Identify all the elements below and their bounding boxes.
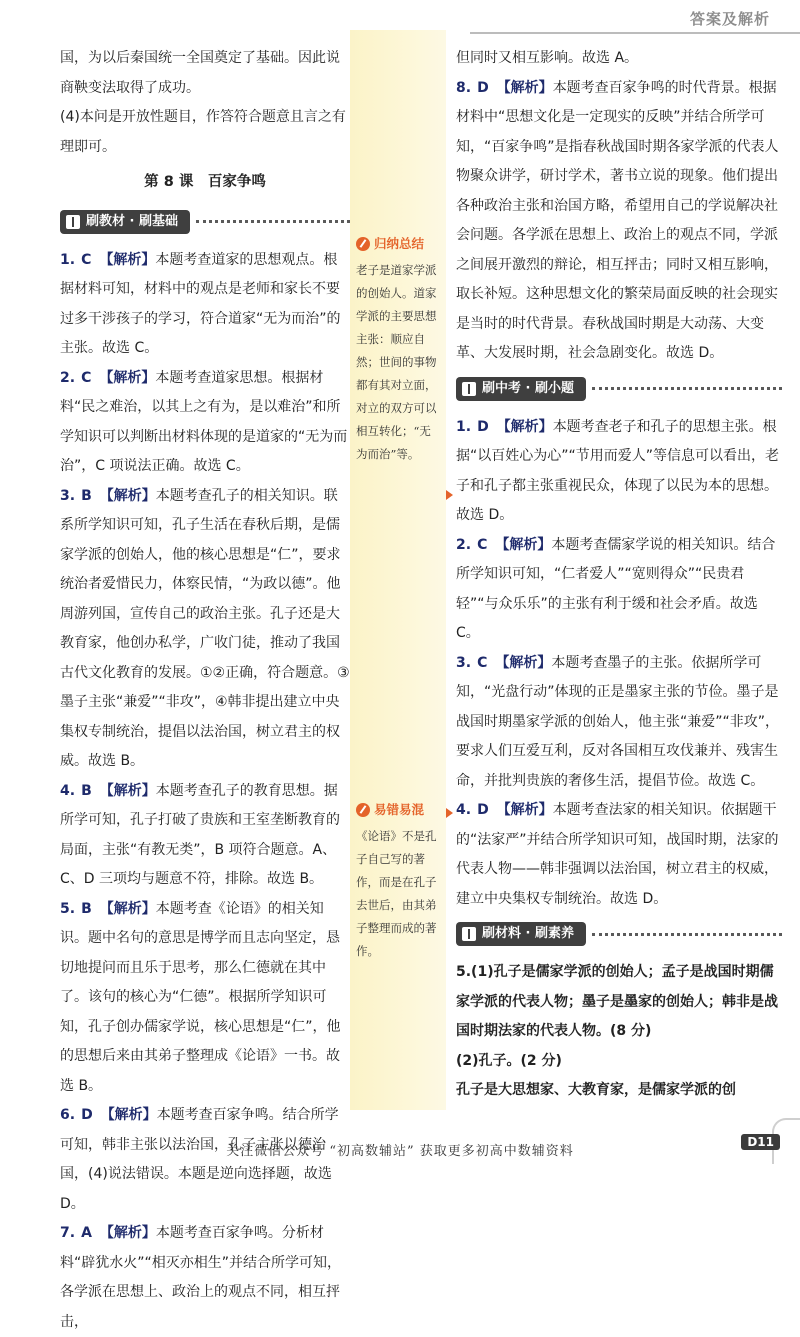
pen-icon: [356, 803, 370, 817]
item-text: 本题考查《论语》的相关知识。题中名句的意思是博学而且志向坚定，恳切地提问而且乐于思考，那么仁德就在其中了。该句的核心为“仁德”。根据所学知识可知，孔子创办儒家学说，核心思想是“仁”，他的思想后来由其弟子整理成《论语》一书。故选 B。: [60, 900, 341, 1094]
item-tag: 【解析】: [495, 536, 552, 553]
header-rule: [470, 32, 800, 34]
section-header-basic: [60, 208, 350, 236]
side-note-body: 《论语》不是孔子自己写的著作，而是在孔子去世后，由其弟子整理而成的著作。: [356, 829, 437, 958]
item-tag: 【解析】: [99, 900, 156, 917]
item-number: 4.: [60, 782, 76, 799]
section-divider: [592, 387, 782, 390]
section-header-material: [456, 920, 782, 948]
item-tag: 【解析】: [99, 782, 156, 799]
item-answer: B: [81, 782, 92, 799]
item-tag: 【解析】: [99, 1225, 156, 1241]
answer-item-3: [60, 482, 350, 777]
item-number: 3.: [456, 654, 472, 671]
item-tag: 【解析】: [495, 654, 552, 671]
side-note-pitfall: [356, 798, 442, 963]
item-answer: C: [81, 369, 92, 386]
item-answer: A: [81, 1225, 92, 1241]
item-number: 7.: [60, 1225, 76, 1241]
item-answer: D: [477, 802, 489, 818]
item-text: 本题考查孔子的相关知识。联系所学知识可知，孔子生活在春秋后期，是儒家学派的创始人，他的核心思想是“仁”，要求统治者爱惜民力，体察民情，“为政以德”。他周游列国，宣传自己的政治主张。孔子还是大教育家，他创办私学，广收门徒，推动了我国古代文化教育的发展。①②正确，符合题意。③墨子主张“兼爱”“非攻”，④韩非提出建立中央集权专制统治，提倡以法治国，树立君主的权威。故选 B。: [60, 487, 350, 769]
item-tag: 【解析】: [496, 79, 553, 96]
prev-lesson-q4: (4)本问是开放性题目，作答符合题意且言之有理即可。: [60, 109, 346, 155]
pen-icon: [356, 237, 370, 251]
side-note-summary: [356, 232, 442, 466]
exam-item-4: [456, 796, 782, 914]
section-pill: [60, 210, 190, 234]
section-pill: [456, 377, 586, 401]
item-number: 2.: [456, 536, 472, 553]
item-answer: B: [81, 900, 92, 917]
item-number: 6.: [60, 1107, 76, 1123]
item-text: 本题考查百家争鸣。分析材料“辟犹水火”“相灭亦相生”并结合所学可知，各学派在思想上、政治上的观点不同，相互抨击，: [60, 1225, 342, 1330]
item-text: 本题考查法家的相关知识。依据题干的“法家严”并结合所学知识可知，战国时期，法家的代表人物——韩非强调以法治国，树立君主的权威，建立中央集权专制统治。故选 D。: [456, 802, 779, 907]
material-answer-part3: 孔子是大思想家、大教育家，是儒家学派的创: [456, 1082, 736, 1098]
item-text: 本题考查道家的思想观点。根据材料可知，材料中的观点是老师和家长不要过多干涉孩子的学习，符合道家“无为而治”的主张。故选 C。: [60, 251, 341, 356]
section-label: 刷材料 · 刷素养: [482, 926, 574, 942]
answer-item-2: [60, 364, 350, 482]
item-tag: 【解析】: [99, 487, 156, 504]
material-answer-part2: (2)孔子。(2 分): [456, 1052, 562, 1069]
item-number: 4.: [456, 802, 472, 818]
arrow-icon: [446, 808, 453, 818]
answer-item-1: [60, 246, 350, 364]
section-pill: [456, 922, 586, 946]
item-answer: B: [81, 487, 92, 504]
book-icon: [66, 215, 80, 229]
answer-item-7: [60, 1219, 350, 1337]
section-label: 刷中考 · 刷小题: [482, 380, 574, 396]
item-tag: 【解析】: [496, 802, 553, 818]
item-number: 5.: [60, 900, 76, 917]
section-label: 刷教材 · 刷基础: [86, 213, 178, 229]
item-text: 本题考查百家争鸣。结合所学可知，韩非主张以法治国，孔子主张以德治国，(4)说法错误。本题是逆向选择题，故选 D。: [60, 1107, 339, 1212]
exam-item-2: [456, 531, 782, 649]
side-note-title: 归纳总结: [374, 236, 425, 251]
answer-item-8: [456, 74, 782, 369]
answer-item-4: [60, 777, 350, 895]
item-tag: 【解析】: [99, 369, 156, 386]
exam-item-3: [456, 649, 782, 797]
book-icon: [462, 382, 476, 396]
item-number: 8.: [456, 79, 472, 96]
item-text: 本题考查道家思想。根据材料“民之难治，以其上之有为，是以难治”和所学知识可以判断出材料体现的是道家的“无为而治”，C 项说法正确。故选 C。: [60, 369, 348, 474]
answer-item-5: [60, 895, 350, 1102]
item-number: 3.: [60, 487, 76, 504]
item-text: 本题考查儒家学说的相关知识。结合所学知识可知，“仁者爱人”“宽则得众”“民贵君轻”“与众乐乐”的主张有利于缓和社会矛盾。故选 C。: [456, 536, 776, 641]
item-answer: D: [81, 1107, 93, 1123]
item-text: 本题考查墨子的主张。依据所学可知，“光盘行动”体现的正是墨家主张的节俭。墨子是战国时期墨家学派的创始人，他主张“兼爱”“非攻”，要求人们互爱互利，反对各国相互攻伐兼并、残害生命，并批判贵族的奢侈生活，提倡节俭。故选 C。: [456, 654, 780, 789]
item-answer: C: [477, 536, 488, 553]
item-number: 2.: [60, 369, 76, 386]
material-answer-part1: 5.(1)孔子是儒家学派的创始人；孟子是战国时期儒家学派的代表人物；墨子是墨家的创始人；韩非是战国时期法家的代表人物。(8 分): [456, 964, 778, 1039]
item-answer: D: [477, 418, 489, 435]
header-title: 答案及解析: [689, 10, 770, 28]
arrow-icon: [446, 490, 453, 500]
book-icon: [462, 927, 476, 941]
item-text: 本题考查老子和孔子的思想主张。根据“以百姓心为心”“节用而爱人”等信息可以看出，老子和孔子都主张重视民众，体现了以民为本的思想。故选 D。: [456, 418, 780, 523]
item-tag: 【解析】: [99, 251, 156, 268]
section-header-exam: [456, 375, 782, 403]
item-text: 本题考查百家争鸣的时代背景。根据材料中“思想文化是一定现实的反映”并结合所学可知，“百家争鸣”是指春秋战国时期各家学派的代表人物聚众讲学，研讨学术，著书立说的现象。他们提出各种政治主张和治国方略，希望用自己的学说解决社会问题。各学派在思想上、政治上的观点不同，学派之间展开激烈的辩论，相互抨击；同时又相互影响，取长补短。这种思想文化的繁荣局面反映的社会现实是当时的时代背景。春秋战国时期是大动荡、大变革、大发展时期，社会急剧变化。故选 D。: [456, 79, 779, 361]
item-number: 1.: [60, 251, 76, 268]
right-column: [456, 44, 782, 1106]
section-divider: [592, 933, 782, 936]
exam-item-1: [456, 413, 782, 531]
item-answer: C: [477, 654, 488, 671]
item-number: 1.: [456, 418, 472, 435]
answer-item-6: [60, 1101, 350, 1219]
lesson-title: 第 8 课 百家争鸣: [144, 174, 266, 190]
footer-note: 关注微信公众号 “初高数辅站” 获取更多初高中数辅资料: [226, 1144, 574, 1159]
item-text: 本题考查孔子的教育思想。据所学可知，孔子打破了贵族和王室垄断教育的局面，主张“有教无类”，B 项符合题意。A、C、D 三项均与题意不符，排除。故选 B。: [60, 782, 340, 887]
item-tag: 【解析】: [496, 418, 553, 435]
side-note-title: 易错易混: [374, 802, 425, 817]
side-note-body: 老子是道家学派的创始人。道家学派的主要思想主张：顺应自然；世间的事物都有其对立面，对立的双方可以相互转化；“无为而治”等。: [356, 263, 437, 461]
side-note-heading: [356, 232, 442, 255]
page-number: D11: [741, 1134, 780, 1150]
item-tag: 【解析】: [100, 1107, 157, 1123]
side-note-heading: [356, 798, 442, 821]
item-answer: D: [477, 79, 489, 96]
section-divider: [196, 220, 350, 223]
item-7-continued: 但同时又相互影响。故选 A。: [456, 50, 639, 66]
prev-lesson-text: 国，为以后秦国统一全国奠定了基础。因此说商鞅变法取得了成功。: [60, 50, 340, 96]
item-answer: C: [81, 251, 92, 268]
